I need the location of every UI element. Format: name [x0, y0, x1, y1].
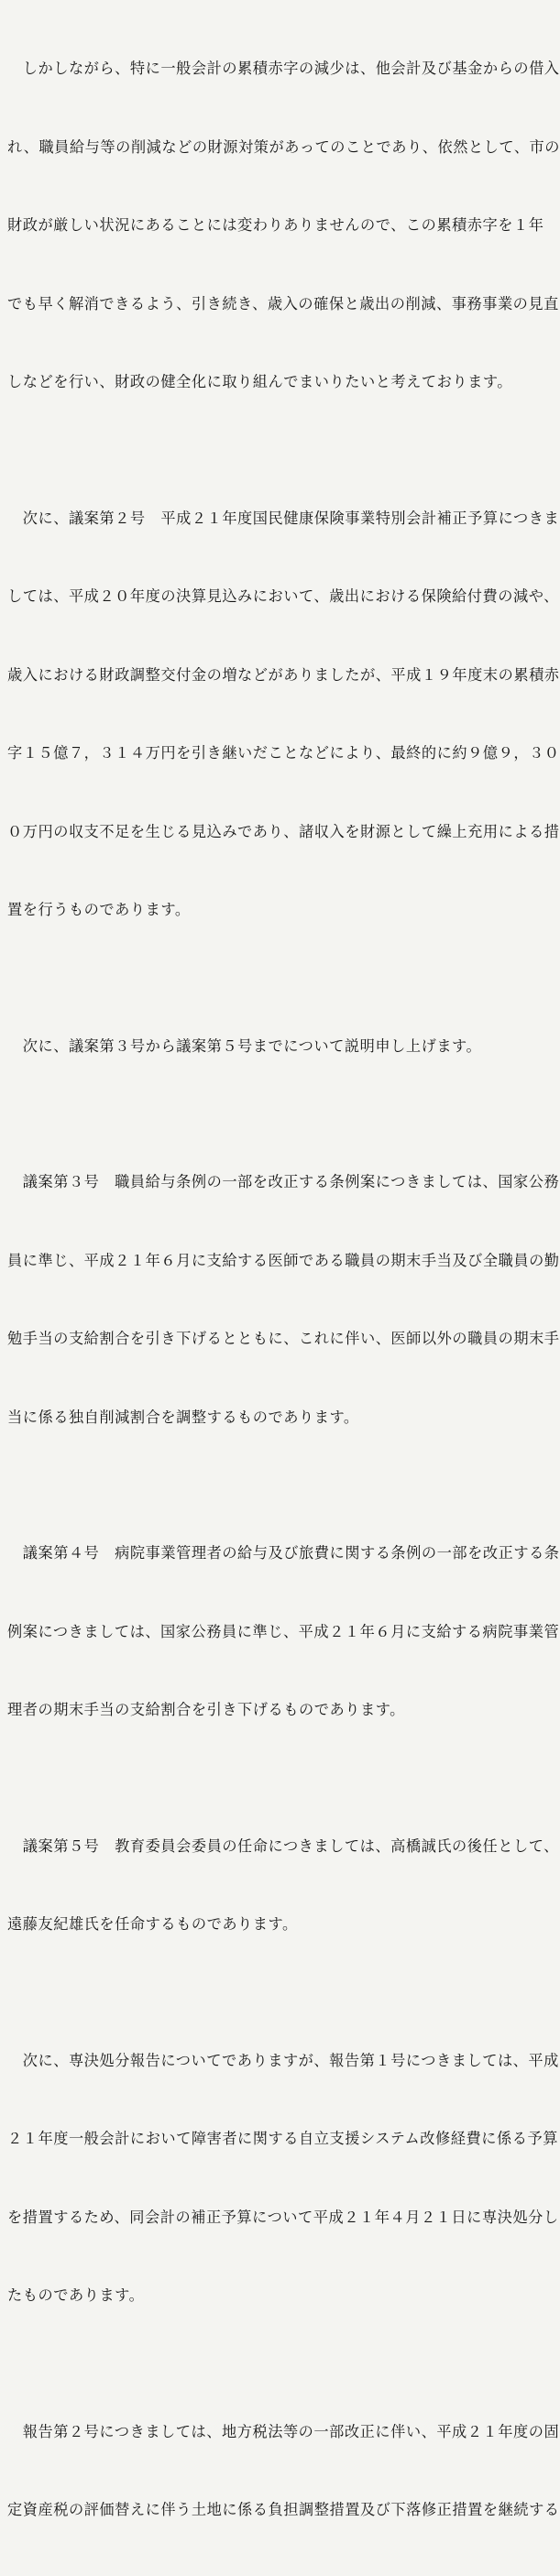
- text-line: 当に係る独自削減割合を調整するものであります。: [7, 1408, 359, 1426]
- text-line: 議案第５号 教育委員会委員の任命につきましては、高橋誠氏の後任として、: [7, 1836, 559, 1855]
- text-line: 議案第４号 病院事業管理者の給与及び旅費に関する条例の一部を改正する条: [7, 1544, 560, 1562]
- text-line: 置を行うものであります。: [7, 901, 191, 918]
- text-line: ２１年度一般会計において障害者に関する自立支援システム改修経費に係る予算: [7, 2130, 558, 2147]
- text-line: を措置するため、同会計の補正予算について平成２１年４月２１日に専決処分し: [7, 2208, 559, 2226]
- text-line: 次に、専決処分報告についてでありますが、報告第１号につきましては、平成: [7, 2051, 559, 2069]
- paragraph-deficit-summary: [7, 4, 560, 448]
- text-line: しては、平成２０年度の決算見込みにおいて、歳出における保険給付費の減や、: [7, 587, 559, 605]
- text-line: 員に準じ、平成２１年６月に支給する医師である職員の期末手当及び全職員の勤: [7, 1251, 560, 1269]
- text-line: しなどを行い、財政の健全化に取り組んでまいりたいと考えております。: [7, 373, 513, 390]
- paragraph-bill-4: [7, 1488, 560, 1776]
- text-line: でも早く解消できるよう、引き続き、歳入の確保と歳出の削減、事務事業の見直: [7, 294, 559, 312]
- text-line: 財政が厳しい状況にあることには変わりありませんので、この累積赤字を１年: [7, 216, 544, 234]
- paragraph-report-1: [7, 1996, 559, 2362]
- paragraph-bill-2: [7, 454, 560, 976]
- text-line: 勉手当の支給割合を引き下げるとともに、これに伴い、医師以外の職員の期末手: [7, 1330, 560, 1347]
- text-line: 歳入における財政調整交付金の増などがありましたが、平成１９年度末の累積赤: [7, 665, 560, 684]
- text-line: 次に、議案第２号 平成２１年度国民健康保険事業特別会計補正予算につきま: [7, 509, 560, 527]
- text-line: 次に、議案第３号から議案第５号までについて説明申し上げます。: [7, 1036, 482, 1055]
- text-line: たものであります。: [7, 2286, 145, 2304]
- text-line: 字１５億７，３１４万円を引き継いだことなどにより、最終的に約９億９，３０: [7, 744, 560, 762]
- text-line: 遠藤友紀雄氏を任命するものであります。: [7, 1915, 298, 1933]
- text-line: 定資産税の評価替えに伴う土地に係る負担調整措置及び下落修正措置を継続する: [7, 2501, 560, 2518]
- paragraph-bills-3-to-5-intro: [7, 981, 543, 1113]
- text-line: 例案につきましては、国家公務員に準じ、平成２１年６月に支給する病院事業管: [7, 1622, 560, 1640]
- text-line: 議案第３号 職員給与条例の一部を改正する条例案につきましては、国家公務: [7, 1173, 560, 1190]
- text-line: れ、職員給与等の削減などの財源対策があってのことであり、依然として、市の: [7, 137, 560, 156]
- text-line: しかしながら、特に一般会計の累積赤字の減少は、他会計及び基金からの借入: [7, 60, 560, 77]
- paragraph-bill-3: [7, 1117, 560, 1483]
- text-line: ０万円の収支不足を生じる見込みであり、諸収入を財源として繰上充用による措: [7, 822, 560, 840]
- text-line: 報告第２号につきましては、地方税法等の一部改正に伴い、平成２１年度の固: [7, 2422, 560, 2440]
- paragraph-report-2: [7, 2367, 560, 2576]
- paragraph-bill-5: [7, 1781, 559, 1990]
- text-line: 理者の期末手当の支給割合を引き下げるものであります。: [7, 1701, 405, 1718]
